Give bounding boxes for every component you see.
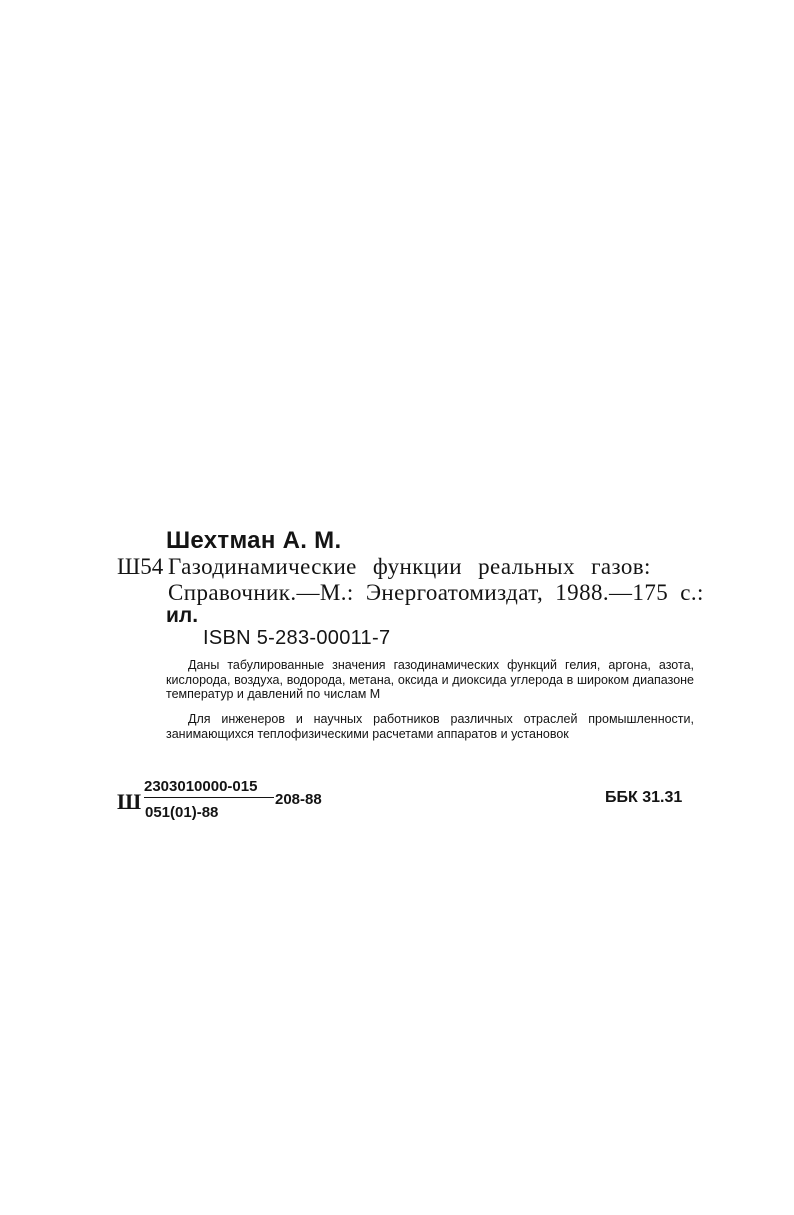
title-line-1: Газодинамические функции реальных газов:: [168, 554, 651, 579]
isbn: ISBN 5-283-00011-7: [203, 627, 391, 649]
library-code: Ш54: [117, 554, 164, 579]
title-line-3: ил.: [166, 604, 199, 627]
annotation-paragraph-2: Для инженеров и научных работников различных отраслей промышленности, занимающихся теплофизическими расчетами аппаратов и установок: [166, 712, 694, 741]
classification-denominator: 051(01)-88: [145, 804, 219, 821]
annotation-paragraph-1: Даны табулированные значения газодинамических функций гелия, аргона, азота, кислорода, воздуха, водорода, метана, оксида и диоксида углерода в широком диапазоне температур и давлений по числам М: [166, 658, 694, 701]
author-name: Шехтман А. М.: [166, 527, 342, 554]
classification-prefix: Ш: [117, 789, 142, 814]
classification-numerator: 2303010000-015: [144, 778, 258, 795]
fraction-line: [144, 797, 274, 798]
bbk-index: ББК 31.31: [605, 789, 683, 806]
title-line-2: Справочник.—М.: Энергоатомиздат, 1988.—175 с.:: [168, 580, 704, 605]
classification-suffix: 208-88: [275, 791, 322, 808]
